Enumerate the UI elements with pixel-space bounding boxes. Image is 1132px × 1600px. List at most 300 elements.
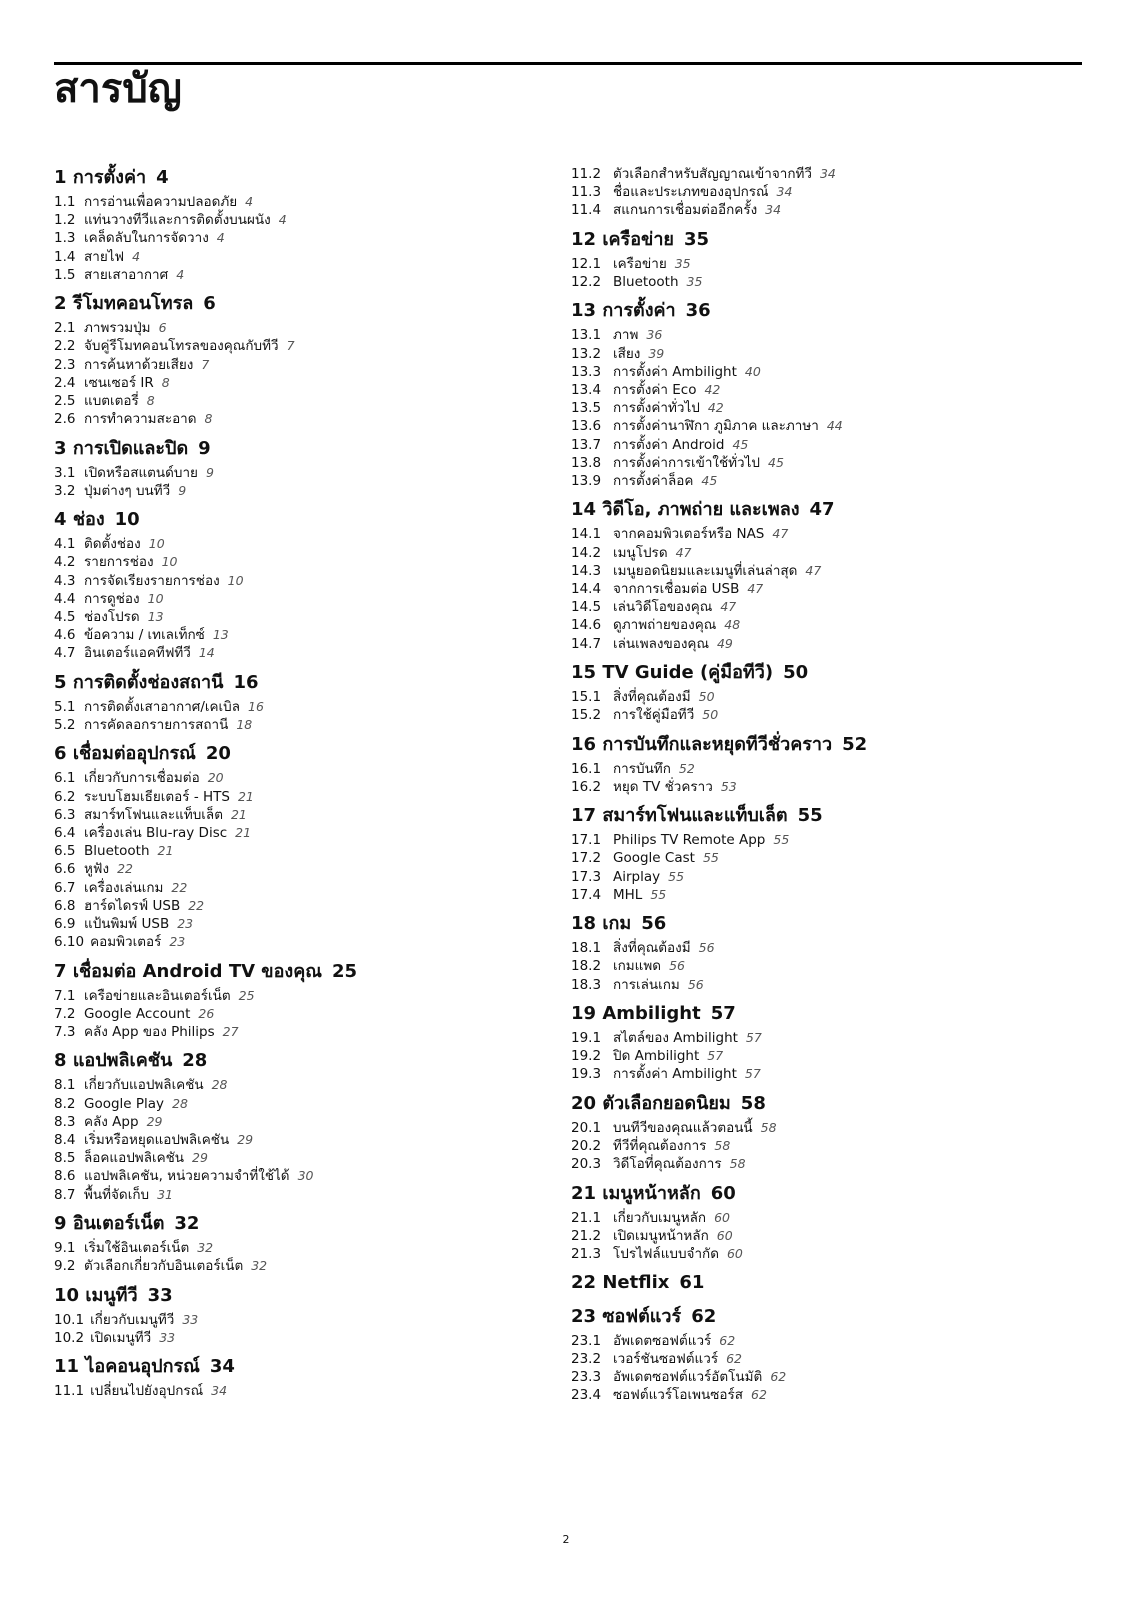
section-heading[interactable]	[54, 1211, 554, 1237]
toc-entry[interactable]	[571, 1137, 1071, 1155]
section-number: 3	[54, 437, 67, 459]
entry-page: 28	[211, 1077, 228, 1093]
section-heading[interactable]	[54, 1283, 554, 1309]
toc-entry[interactable]	[571, 688, 1071, 706]
section-page: 47	[809, 499, 835, 521]
entry-page: 18	[236, 717, 253, 733]
toc-section	[571, 1091, 1071, 1174]
entry-number: 1.4	[54, 248, 76, 265]
entry-number: 13.8	[571, 454, 602, 471]
section-heading[interactable]	[571, 1091, 1071, 1117]
toc-section	[571, 732, 1071, 796]
toc-entry[interactable]	[54, 1095, 554, 1113]
entry-title: อัพเดตซอฟต์แวร์	[613, 1332, 712, 1349]
entry-number: 5.1	[54, 698, 76, 715]
section-page: 9	[198, 437, 211, 459]
entry-page: 10	[161, 554, 178, 570]
toc-entry[interactable]	[571, 849, 1071, 867]
entry-title: โปรไฟล์แบบจำกัด	[613, 1246, 719, 1262]
entry-page: 40	[744, 363, 761, 379]
entry-page: 47	[675, 544, 692, 560]
toc-entry[interactable]	[571, 1227, 1071, 1245]
entry-number: 6.3	[54, 806, 76, 823]
entry-page: 4	[245, 194, 254, 209]
entry-title: สายเสาอากาศ	[84, 266, 169, 283]
entry-page: 13	[212, 627, 229, 643]
entry-number: 2.1	[54, 320, 76, 337]
toc-entry[interactable]	[571, 868, 1071, 886]
toc-section	[54, 165, 554, 284]
toc-entry[interactable]	[571, 417, 1071, 435]
toc-entry[interactable]	[54, 1239, 554, 1257]
toc-entry[interactable]	[571, 1065, 1071, 1083]
top-rule	[54, 62, 1082, 65]
entry-number: 3.2	[54, 482, 76, 499]
toc-entry[interactable]	[571, 454, 1071, 472]
section-title: TV Guide (คู่มือทีวี)	[602, 662, 774, 684]
section-heading[interactable]	[571, 497, 1071, 523]
toc-entry[interactable]	[54, 1131, 554, 1149]
entry-title: การตั้งค่า Ambilight	[613, 1066, 737, 1083]
entry-number: 4.7	[54, 645, 76, 662]
toc-entry[interactable]	[571, 1209, 1071, 1227]
toc-entry[interactable]	[54, 879, 554, 897]
entry-page: 14	[198, 645, 215, 661]
entry-number: 5.2	[54, 717, 76, 734]
toc-section	[54, 507, 554, 662]
entry-page: 23	[177, 916, 194, 932]
entry-title: Bluetooth	[613, 274, 679, 290]
section-number: 12	[571, 228, 597, 250]
section-number: 21	[571, 1182, 597, 1204]
toc-entry[interactable]	[54, 915, 554, 933]
toc-entry[interactable]	[571, 706, 1071, 724]
toc-entry[interactable]	[571, 326, 1071, 344]
entry-title: สิ่งที่คุณต้องมี	[613, 940, 691, 957]
entry-number: 12.1	[571, 255, 602, 272]
toc-entry[interactable]	[54, 572, 554, 590]
toc-entry[interactable]	[54, 229, 554, 247]
toc-entry[interactable]	[54, 626, 554, 644]
toc-entry[interactable]	[571, 472, 1071, 490]
toc-entry[interactable]	[54, 553, 554, 571]
entry-page: 45	[768, 454, 784, 470]
entry-number: 19.2	[571, 1048, 602, 1065]
toc-entry[interactable]	[571, 1029, 1071, 1047]
section-title: การเปิดและปิด	[72, 437, 189, 459]
section-heading[interactable]	[54, 507, 554, 533]
entry-number: 13.3	[571, 363, 602, 380]
toc-entry[interactable]	[571, 363, 1071, 381]
entry-page: 22	[188, 897, 205, 913]
toc-entry[interactable]	[54, 193, 554, 211]
entry-title: ปุ่มต่างๆ บนทีวี	[84, 482, 171, 499]
toc-entry[interactable]	[54, 464, 554, 482]
toc-entry[interactable]	[571, 201, 1071, 219]
entry-number: 2.3	[54, 356, 76, 373]
entry-title: เกมแพด	[613, 958, 662, 975]
entry-number: 23.4	[571, 1387, 602, 1404]
entry-page: 45	[701, 473, 718, 489]
section-page: 33	[147, 1284, 173, 1306]
entry-number: 13.1	[571, 327, 602, 344]
entry-page: 8	[161, 374, 170, 390]
entry-title: การตั้งค่าล็อค	[613, 473, 694, 490]
entry-number: 14.2	[571, 544, 602, 561]
section-number: 23	[571, 1305, 597, 1327]
entry-page: 62	[770, 1368, 787, 1384]
toc-entry[interactable]	[571, 778, 1071, 796]
section-heading[interactable]	[571, 227, 1071, 253]
entry-title: ภาพ	[613, 327, 639, 344]
entry-number: 13.2	[571, 345, 602, 362]
section-heading[interactable]	[54, 670, 554, 696]
toc-entry[interactable]	[571, 635, 1071, 653]
section-title: สมาร์ทโฟนและแท็บเล็ต	[602, 805, 788, 827]
toc-entry[interactable]	[571, 1386, 1071, 1404]
entry-title: ฮาร์ดไดรฟ์ USB	[84, 897, 181, 914]
section-page: 4	[156, 167, 169, 188]
toc-section	[571, 803, 1071, 904]
toc-entry[interactable]	[54, 897, 554, 915]
entry-title: เปลี่ยนไปยังอุปกรณ์	[90, 1383, 204, 1400]
entry-number: 6.5	[54, 843, 76, 860]
toc-entry[interactable]	[54, 337, 554, 355]
entry-title: วิดีโอที่คุณต้องการ	[613, 1156, 722, 1173]
entry-title: แท่นวางทีวีและการติดตั้งบนผนัง	[84, 212, 271, 229]
entry-title: การตั้งค่า Android	[613, 436, 725, 453]
toc-section	[571, 165, 1071, 220]
entry-title: การทำความสะอาด	[84, 411, 197, 428]
entry-page: 55	[773, 832, 790, 848]
entry-title: เกี่ยวกับการเชื่อมต่อ	[84, 770, 200, 787]
section-heading[interactable]	[571, 1181, 1071, 1207]
toc-section	[571, 1304, 1071, 1405]
entry-page: 52	[678, 760, 695, 776]
toc-entry[interactable]	[571, 1155, 1071, 1173]
entry-number: 6.9	[54, 916, 76, 933]
section-title: รีโมทคอนโทรล	[72, 293, 194, 315]
section-title: การติดตั้งช่องสถานี	[72, 671, 224, 693]
entry-page: 29	[192, 1150, 208, 1166]
entry-title: ล็อคแอปพลิเคชัน	[84, 1150, 184, 1167]
entry-title: Bluetooth	[84, 843, 150, 860]
section-number: 14	[571, 499, 597, 521]
toc-entry[interactable]	[571, 957, 1071, 975]
entry-title: ตัวเลือกสำหรับสัญญาณเข้าจากทีวี	[613, 166, 812, 182]
entry-number: 4.6	[54, 627, 76, 644]
entry-page: 47	[805, 562, 822, 578]
entry-number: 15.1	[571, 689, 602, 706]
entry-title: การบันทึก	[613, 760, 671, 777]
toc-section	[54, 1211, 554, 1275]
entry-page: 55	[668, 868, 685, 884]
toc-entry[interactable]	[54, 319, 554, 337]
section-heading[interactable]	[571, 911, 1071, 937]
entry-page: 26	[198, 1005, 215, 1021]
entry-title: เครือข่าย	[613, 255, 667, 272]
entry-title: เล่นเพลงของคุณ	[613, 635, 709, 652]
entry-page: 55	[702, 850, 719, 866]
entry-number: 14.7	[571, 635, 602, 652]
toc-entry[interactable]	[571, 1047, 1071, 1065]
section-heading[interactable]	[54, 291, 554, 317]
toc-entry[interactable]	[571, 1245, 1071, 1263]
toc-entry[interactable]	[571, 580, 1071, 598]
toc-entry[interactable]	[54, 590, 554, 608]
entry-number: 1.1	[54, 194, 76, 210]
section-page: 20	[205, 743, 231, 765]
entry-title: ข้อความ / เทเลเท็กซ์	[84, 627, 205, 644]
entry-number: 9.1	[54, 1240, 76, 1257]
toc-section	[571, 660, 1071, 724]
entry-title: การติดตั้งเสาอากาศ/เคเบิล	[84, 698, 240, 715]
toc-entry[interactable]	[571, 399, 1071, 417]
toc-entry[interactable]	[54, 1005, 554, 1023]
toc-entry[interactable]	[54, 535, 554, 553]
toc-section	[571, 497, 1071, 652]
toc-entry[interactable]	[571, 525, 1071, 543]
toc-entry[interactable]	[54, 987, 554, 1005]
entry-number: 20.2	[571, 1138, 602, 1154]
toc-entry[interactable]	[54, 410, 554, 428]
section-title: เครือข่าย	[602, 228, 674, 250]
entry-number: 2.6	[54, 411, 76, 428]
section-heading[interactable]	[571, 1304, 1071, 1330]
toc-entry[interactable]	[571, 598, 1071, 616]
entry-number: 21.1	[571, 1209, 602, 1226]
entry-page: 47	[720, 599, 737, 615]
toc-entry[interactable]	[54, 1311, 554, 1329]
section-heading[interactable]	[571, 1270, 1071, 1296]
entry-page: 56	[698, 940, 715, 956]
entry-page: 32	[197, 1240, 214, 1256]
entry-number: 6.8	[54, 897, 76, 914]
toc-entry[interactable]	[54, 860, 554, 878]
toc-entry[interactable]	[54, 248, 554, 266]
entry-title: ภาพรวมปุ่ม	[84, 320, 151, 337]
entry-title: ปิด Ambilight	[613, 1048, 700, 1065]
entry-page: 62	[719, 1332, 736, 1348]
section-heading[interactable]	[54, 959, 554, 985]
toc-entry[interactable]	[571, 255, 1071, 273]
entry-page: 22	[117, 861, 133, 877]
toc-entry[interactable]	[54, 1186, 554, 1204]
toc-section	[54, 1283, 554, 1347]
entry-title: เครื่องเล่นเกม	[84, 879, 164, 896]
toc-entry[interactable]	[571, 616, 1071, 634]
entry-page: 10	[147, 590, 164, 606]
entry-number: 14.5	[571, 599, 602, 616]
toc-entry[interactable]	[571, 165, 1071, 183]
entry-page: 7	[201, 356, 210, 372]
toc-entry[interactable]	[571, 544, 1071, 562]
entry-number: 11.4	[571, 202, 602, 219]
toc-entry[interactable]	[54, 1382, 554, 1400]
entry-page: 57	[744, 1066, 761, 1082]
entry-number: 8.5	[54, 1150, 76, 1167]
entry-page: 62	[726, 1350, 742, 1366]
section-heading[interactable]	[571, 732, 1071, 758]
entry-number: 11.1	[54, 1383, 85, 1400]
entry-number: 4.2	[54, 554, 76, 571]
entry-title: สิ่งที่คุณต้องมี	[613, 689, 691, 706]
toc-entry[interactable]	[54, 644, 554, 662]
entry-number: 6.2	[54, 788, 76, 805]
toc-entry[interactable]	[54, 698, 554, 716]
toc-entry[interactable]	[54, 806, 554, 824]
toc-entry[interactable]	[54, 824, 554, 842]
toc-entry[interactable]	[54, 842, 554, 860]
section-title: การบันทึกและหยุดทีวีชั่วคราว	[602, 733, 833, 755]
toc-section	[54, 291, 554, 428]
toc-entry[interactable]	[54, 1149, 554, 1167]
entry-page: 50	[698, 689, 715, 705]
toc-entry[interactable]	[54, 1329, 554, 1347]
toc-entry[interactable]	[571, 1119, 1071, 1137]
entry-title: ติดตั้งช่อง	[84, 536, 141, 553]
section-title: เชื่อมต่อ Android TV ของคุณ	[72, 960, 322, 982]
toc-entry[interactable]	[54, 211, 554, 229]
page-number: 2	[562, 1533, 570, 1546]
toc-entry[interactable]	[54, 356, 554, 374]
entry-page: 4	[216, 230, 225, 246]
entry-number: 19.1	[571, 1030, 602, 1046]
toc-entry[interactable]	[571, 976, 1071, 994]
entry-title: เปิดเมนูทีวี	[90, 1329, 152, 1346]
toc-entry[interactable]	[54, 374, 554, 392]
entry-number: 6.10	[54, 934, 85, 951]
section-heading[interactable]	[571, 660, 1071, 686]
toc-entry[interactable]	[571, 1368, 1071, 1386]
section-heading[interactable]	[54, 436, 554, 462]
section-page: 56	[641, 913, 667, 935]
toc-entry[interactable]	[571, 1332, 1071, 1350]
section-page: 32	[174, 1213, 200, 1235]
section-number: 6	[54, 743, 67, 765]
toc-entry[interactable]	[54, 769, 554, 787]
entry-page: 57	[745, 1030, 762, 1045]
toc-column-left	[54, 165, 554, 1408]
section-number: 16	[571, 733, 597, 755]
toc-entry[interactable]	[571, 273, 1071, 291]
section-page: 61	[679, 1272, 705, 1294]
toc-entry[interactable]	[54, 1023, 554, 1041]
toc-entry[interactable]	[54, 392, 554, 410]
entry-title: เสียง	[613, 345, 641, 362]
toc-entry[interactable]	[571, 1350, 1071, 1368]
entry-number: 6.7	[54, 879, 76, 896]
entry-title: การตั้งค่าทั่วไป	[613, 400, 700, 417]
toc-section	[54, 959, 554, 1042]
toc-entry[interactable]	[54, 1167, 554, 1185]
entry-page: 50	[702, 707, 719, 723]
section-page: 16	[233, 671, 259, 693]
entry-page: 21	[157, 843, 174, 859]
entry-title: หยุด TV ชั่วคราว	[613, 778, 713, 795]
entry-title: เริ่มใช้อินเตอร์เน็ต	[84, 1240, 190, 1257]
entry-page: 35	[686, 274, 703, 289]
entry-page: 42	[704, 382, 721, 397]
entry-title: หูฟัง	[84, 861, 110, 878]
toc-entry[interactable]	[54, 716, 554, 734]
entry-number: 17.2	[571, 850, 602, 867]
entry-page: 34	[819, 166, 836, 181]
entry-number: 16.2	[571, 778, 602, 795]
section-heading[interactable]	[571, 298, 1071, 324]
toc-entry[interactable]	[571, 436, 1071, 454]
section-title: Ambilight	[602, 1003, 701, 1024]
toc-entry[interactable]	[571, 886, 1071, 904]
toc-entry[interactable]	[571, 183, 1071, 201]
section-heading[interactable]	[54, 1354, 554, 1380]
toc-section	[571, 227, 1071, 291]
entry-title: การคัดลอกรายการสถานี	[84, 717, 229, 734]
entry-page: 4	[176, 266, 185, 282]
entry-title: จับคู่รีโมทคอนโทรลของคุณกับทีวี	[84, 338, 279, 355]
section-heading[interactable]	[54, 165, 554, 191]
toc-entry[interactable]	[571, 381, 1071, 399]
section-title: วิดีโอ, ภาพถ่าย และเพลง	[602, 499, 800, 521]
toc-entry[interactable]	[54, 933, 554, 951]
toc-entry[interactable]	[571, 562, 1071, 580]
section-number: 19	[571, 1003, 597, 1024]
toc-section	[571, 298, 1071, 490]
entry-number: 17.4	[571, 886, 602, 903]
entry-title: การจัดเรียงรายการช่อง	[84, 572, 220, 589]
entry-title: ซอฟต์แวร์โอเพนซอร์ส	[613, 1387, 743, 1404]
toc-entry[interactable]	[54, 266, 554, 284]
toc-entry[interactable]	[571, 939, 1071, 957]
entry-title: เปิดเมนูหน้าหลัก	[613, 1227, 709, 1244]
toc-entry[interactable]	[54, 788, 554, 806]
toc-entry[interactable]	[571, 345, 1071, 363]
toc-entry[interactable]	[54, 482, 554, 500]
toc-column-right	[571, 165, 1071, 1412]
section-heading[interactable]	[54, 741, 554, 767]
section-heading[interactable]	[54, 1048, 554, 1074]
section-heading[interactable]	[571, 1001, 1071, 1027]
toc-entry[interactable]	[571, 831, 1071, 849]
section-page: 50	[783, 662, 809, 684]
toc-entry[interactable]	[54, 1257, 554, 1275]
entry-page: 56	[669, 958, 685, 974]
entry-page: 56	[687, 976, 704, 992]
section-title: Netflix	[602, 1272, 670, 1294]
entry-number: 13.4	[571, 382, 602, 398]
entry-page: 32	[251, 1258, 268, 1274]
toc-entry[interactable]	[571, 760, 1071, 778]
toc-entry[interactable]	[54, 1076, 554, 1094]
entry-number: 14.1	[571, 526, 602, 543]
entry-number: 4.5	[54, 609, 76, 626]
toc-entry[interactable]	[54, 608, 554, 626]
entry-page: 9	[205, 464, 214, 480]
entry-number: 6.1	[54, 770, 76, 787]
entry-number: 6.6	[54, 861, 76, 878]
entry-page: 25	[238, 987, 255, 1003]
section-title: เมนูหน้าหลัก	[602, 1182, 701, 1204]
toc-entry[interactable]	[54, 1113, 554, 1131]
toc-section	[54, 436, 554, 500]
section-heading[interactable]	[571, 803, 1071, 829]
entry-title: การเล่นเกม	[613, 976, 680, 993]
entry-page: 33	[159, 1329, 176, 1345]
entry-number: 13.7	[571, 436, 602, 453]
entry-number: 10.2	[54, 1329, 85, 1346]
section-number: 5	[54, 671, 67, 693]
entry-number: 14.4	[571, 581, 602, 598]
